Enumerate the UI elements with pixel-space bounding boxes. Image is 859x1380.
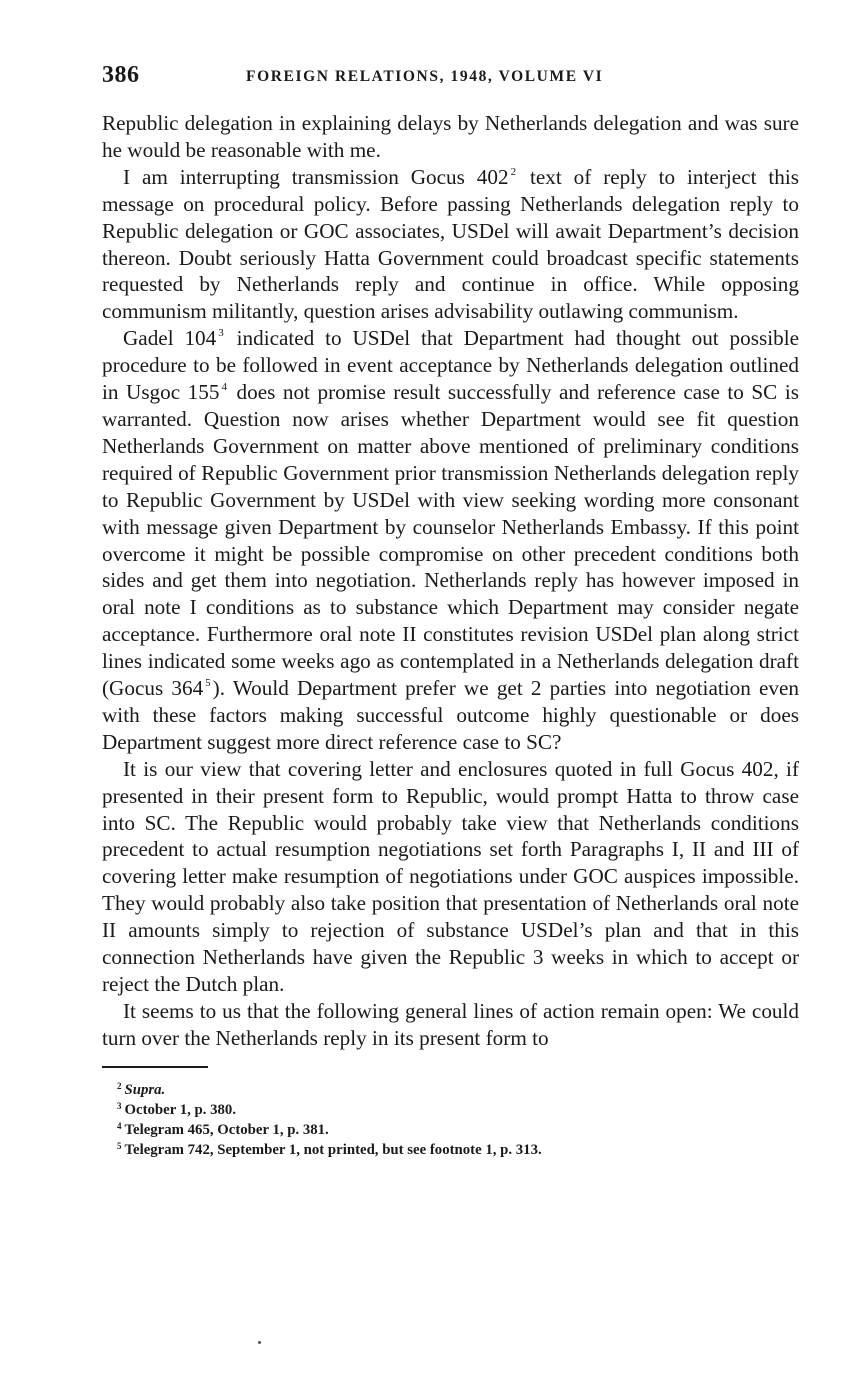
footnote-rule (102, 1066, 208, 1068)
footnote-text: October 1, p. 380. (124, 1101, 237, 1118)
body-paragraph (102, 325, 799, 756)
body-paragraph (102, 164, 799, 325)
page-speck (258, 1341, 261, 1344)
footnote-reference: 4 (221, 381, 227, 394)
footnote (117, 1138, 799, 1158)
body-paragraph (102, 998, 799, 1052)
running-head (102, 62, 799, 94)
paragraph-text: ). Would Department prefer we get 2 parties into negotiation even with these factors making successful outcome highly questionable or does Department suggest more direct reference case to SC? (102, 676, 799, 754)
body-paragraph (102, 110, 799, 164)
body-paragraph (102, 756, 799, 998)
paragraph-text: It is our view that covering letter and enclosures quoted in full Gocus 402, if presented in their present form to Republic, would prompt Hatta to throw case into SC. The Republic would probably take view that Netherlands conditions precedent to actual resumption negotiations set forth Paragraphs I, II and III of covering letter make resumption of negotiations under GOC auspices impossible. They would probably also take position that presentation of Netherlands oral note II amounts simply to rejection of substance USDel’s plan and that in this connection Netherlands have given the Republic 3 weeks in which to accept or reject the Dutch plan. (102, 756, 799, 996)
footnote-text: Telegram 465, October 1, p. 381. (124, 1121, 329, 1138)
footnote (117, 1118, 799, 1138)
footnote-reference: 2 (510, 165, 517, 178)
footnote-reference: 3 (218, 327, 224, 340)
footnote (117, 1078, 799, 1098)
footnote-number: 3 (117, 1100, 122, 1111)
paragraph-text: Gadel 104 (123, 326, 217, 351)
footnote (117, 1098, 799, 1118)
footnotes (102, 1078, 799, 1158)
paragraph-text: It seems to us that the following general lines of action remain open: We could turn over the Netherlands reply in its present form to (102, 998, 799, 1050)
document-page (102, 62, 799, 1158)
paragraph-text: text of reply to interject this message on procedural policy. Before passing Netherlands delegation reply to Republic delegation or GOC associates, USDel will await Department’s decision thereon. Doubt seriously Hatta Government could broadcast specific statements requested by Netherlands reply and continue in office. While opposing communism militantly, question arises advisability outlawing communism. (102, 164, 799, 324)
page-number: 386 (102, 62, 140, 88)
footnote-text: Supra. (124, 1081, 166, 1098)
footnote-number: 5 (117, 1140, 122, 1151)
footnote-number: 2 (117, 1080, 122, 1091)
footnote-text: Telegram 742, September 1, not printed, but see footnote 1, p. 313. (124, 1141, 542, 1158)
paragraph-text: indicated to USDel that Department had thought out possible procedure to be followed in event acceptance by Netherlands delegation outlined in Usgoc 155 (102, 326, 800, 405)
footnote-number: 4 (117, 1120, 122, 1131)
footnote-reference: 5 (205, 677, 211, 690)
body-text (102, 110, 799, 1052)
paragraph-text: does not promise result successfully and reference case to SC is warranted. Question now arises whether Department would see fit question Netherlands Government on matter above mentioned of preliminary conditions required of Republic Government prior transmission Netherlands delegation reply to Republic Government by USDel with view seeking wording more consonant with message given Department by counselor Netherlands Embassy. If this point overcome it might be possible compromise on other precedent conditions both sides and get them into negotiation. Netherlands reply has however imposed in oral note I conditions as to substance which Department may consider negate acceptance. Furthermore oral note II constitutes revision USDel plan along strict lines indicated some weeks ago as contemplated in a Netherlands delegation draft (Gocus 364 (102, 380, 799, 701)
paragraph-text: Republic delegation in explaining delays by Netherlands delegation and was sure he would be reasonable with me. (102, 111, 799, 162)
running-title: FOREIGN RELATIONS, 1948, VOLUME VI (246, 68, 604, 85)
paragraph-text: I am interrupting transmission Gocus 402 (123, 164, 509, 189)
